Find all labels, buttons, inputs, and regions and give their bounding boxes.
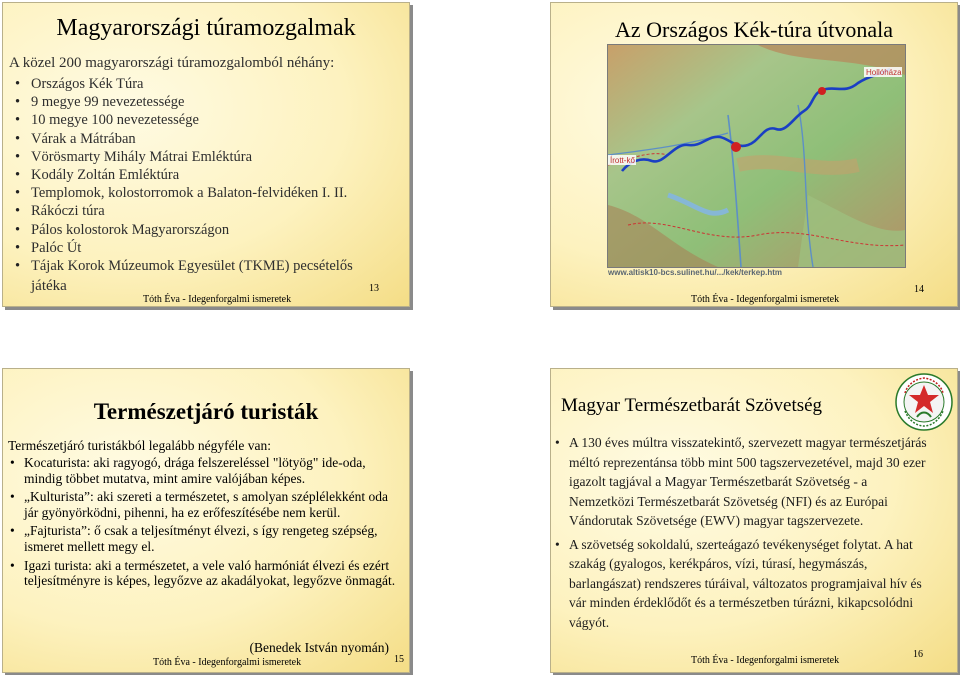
slide-14 xyxy=(550,2,958,307)
list-item: • „Kulturista”: aki szereti a természetet, s amolyan széplélekként oda jár gyönyörködni, pihenni, ha ez erőfeszítésébe nem kerül. xyxy=(8,489,400,520)
slide-footer: Tóth Éva - Idegenforgalmi ismeretek xyxy=(691,294,840,305)
page-number: 14 xyxy=(914,284,924,295)
slide-footer: Tóth Éva - Idegenforgalmi ismeretek xyxy=(691,655,840,666)
list-item: • Kocaturista: aki ragyogó, drága felszereléssel "lötyög" ide-oda, mindig többet mutatva, mint amire valójában képes. xyxy=(8,455,400,486)
list-item: • A szövetség sokoldalú, szerteágazó tevékenységet folytat. A hat szakág (gyalogos, kerékpáros, vízi, túrasí, hegymászás, barlangászat) rendszeres túráival, változatos programjaival hív és vár minden érdeklődőt és a természetben túrázni, kikapcsolódni vágyót. xyxy=(555,535,935,633)
list-item: • Kodály Zoltán Emléktúra xyxy=(9,166,404,184)
map-source-url: www.altisk10-bcs.sulinet.hu/.../kek/terkep.htm xyxy=(608,268,782,277)
slide-intro: Természetjáró turistákból legalább négyféle van: xyxy=(8,438,271,453)
page-number: 16 xyxy=(913,649,923,660)
list-item-continuation: játéka xyxy=(31,278,67,294)
slide-intro: A közel 200 magyarországi túramozgalomból néhány: xyxy=(9,55,335,71)
tourist-types-list xyxy=(8,455,400,592)
slide-title: Természetjáró turisták xyxy=(93,399,319,424)
list-item: • Pálos kolostorok Magyarországon xyxy=(9,221,404,239)
list-item: • Országos Kék Túra xyxy=(9,75,404,93)
slide-title: Magyar Természetbarát Szövetség xyxy=(561,395,823,416)
slide-title: Az Országos Kék-túra útvonala xyxy=(615,17,893,42)
list-item: • Igazi turista: aki a természetet, a vele való harmóniát élvezi és ezért teljesítményre is képes, legyőzve az akadályokat, legyőzve önmagát. xyxy=(8,558,400,589)
list-item: • Palóc Út xyxy=(9,239,404,257)
list-item: • Tájak Korok Múzeumok Egyesület (TKME) pecsételős xyxy=(9,257,404,275)
quote-attribution: (Benedek István nyomán) xyxy=(249,640,389,655)
map-label-start: Írott-kő xyxy=(610,156,635,165)
slide-13 xyxy=(2,2,410,307)
slide-16 xyxy=(550,368,958,673)
map-label-end: Hollóháza xyxy=(866,68,902,77)
list-item: • 9 megye 99 nevezetessége xyxy=(9,93,404,111)
list-item: • A 130 éves múltra visszatekintő, szervezett magyar természetjárás méltó reprezentánsa több mint 500 tagszervezetével, majd 30 ezer igazolt tagjával a Magyar Természetbarát Szövetség - a Nemzetközi Természetbarát Szövetség (NFI) és az Európai Vándorutak Szövetsége (EWV) magyar tagszervezete. xyxy=(555,433,935,531)
slide-footer: Tóth Éva - Idegenforgalmi ismeretek xyxy=(143,294,292,305)
list-item: • Rákóczi túra xyxy=(9,202,404,220)
list-item: • Várak a Mátrában xyxy=(9,130,404,148)
hungary-map-image xyxy=(608,45,905,267)
list-item: • Templomok, kolostorromok a Balaton-felvidéken I. II. xyxy=(9,184,404,202)
slide-15 xyxy=(2,368,410,673)
federation-info-list xyxy=(555,433,935,636)
page-number: 13 xyxy=(369,283,379,294)
slide-footer: Tóth Éva - Idegenforgalmi ismeretek xyxy=(153,657,302,668)
federation-logo-icon xyxy=(895,373,953,431)
route-map xyxy=(607,44,906,268)
list-item: • 10 megye 100 nevezetessége xyxy=(9,111,404,129)
slide-title: Magyarországi túramozgalmak xyxy=(56,15,356,41)
list-item: • „Fajturista”: ő csak a teljesítményt élvezi, s így rengeteg szépség, ismeret mellett megy el. xyxy=(8,523,400,554)
page-number: 15 xyxy=(394,654,404,665)
tour-list xyxy=(9,75,404,275)
list-item: • Vörösmarty Mihály Mátrai Emléktúra xyxy=(9,148,404,166)
